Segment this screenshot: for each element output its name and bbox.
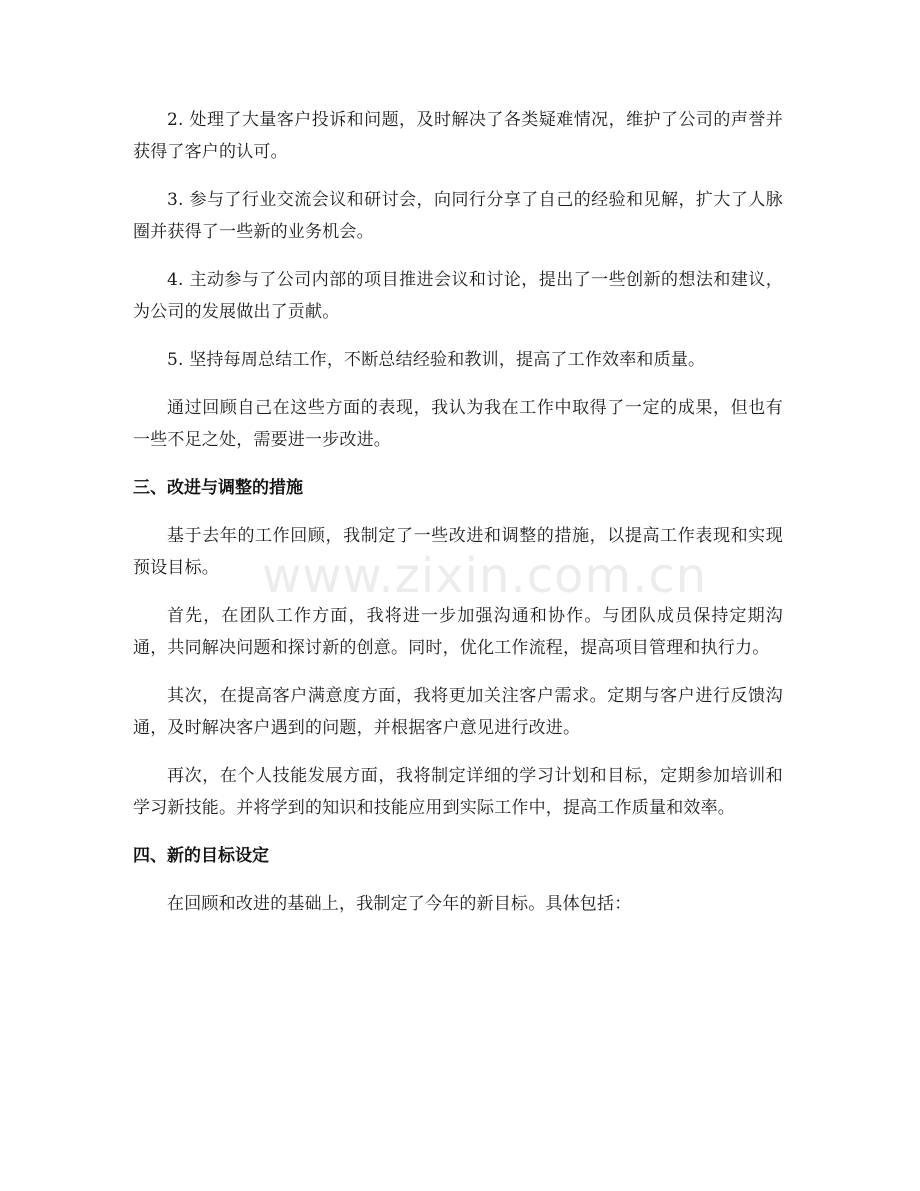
section-3-paragraph-1: 基于去年的工作回顾，我制定了一些改进和调整的措施，以提高工作表现和实现预设目标。: [133, 526, 783, 578]
document-body: [133, 104, 783, 936]
list-item-3: 3. 参与了行业交流会议和研讨会，向同行分享了自己的经验和见解，扩大了人脉圈并获得了一些新的业务机会。: [133, 190, 783, 242]
list-item-2: 2. 处理了大量客户投诉和问题，及时解决了各类疑难情况，维护了公司的声誉并获得了客户的认可。: [133, 110, 783, 162]
section-3-paragraph-2: 首先，在团队工作方面，我将进一步加强沟通和协作。与团队成员保持定期沟通，共同解决问题和探讨新的创意。同时，优化工作流程，提高项目管理和执行力。: [133, 606, 783, 658]
section-3-paragraph-4: 再次，在个人技能发展方面，我将制定详细的学习计划和目标，定期参加培训和学习新技能。并将学到的知识和技能应用到实际工作中，提高工作质量和效率。: [133, 766, 783, 818]
section-4-heading: 四、新的目标设定: [133, 846, 269, 866]
list-item-4: 4. 主动参与了公司内部的项目推进会议和讨论，提出了一些创新的想法和建议，为公司的发展做出了贡献。: [133, 270, 783, 322]
section-3-paragraph-3: 其次，在提高客户满意度方面，我将更加关注客户需求。定期与客户进行反馈沟通，及时解决客户遇到的问题，并根据客户意见进行改进。: [133, 686, 783, 738]
summary-paragraph: 通过回顾自己在这些方面的表现，我认为我在工作中取得了一定的成果，但也有一些不足之处，需要进一步改进。: [133, 398, 783, 450]
list-item-5: 5. 坚持每周总结工作，不断总结经验和教训，提高了工作效率和质量。: [167, 350, 706, 370]
watermark: www.zixin.com.cn: [262, 548, 708, 604]
section-3-heading: 三、改进与调整的措施: [133, 478, 303, 498]
section-4-paragraph-1: 在回顾和改进的基础上，我制定了今年的新目标。具体包括：: [167, 894, 632, 914]
